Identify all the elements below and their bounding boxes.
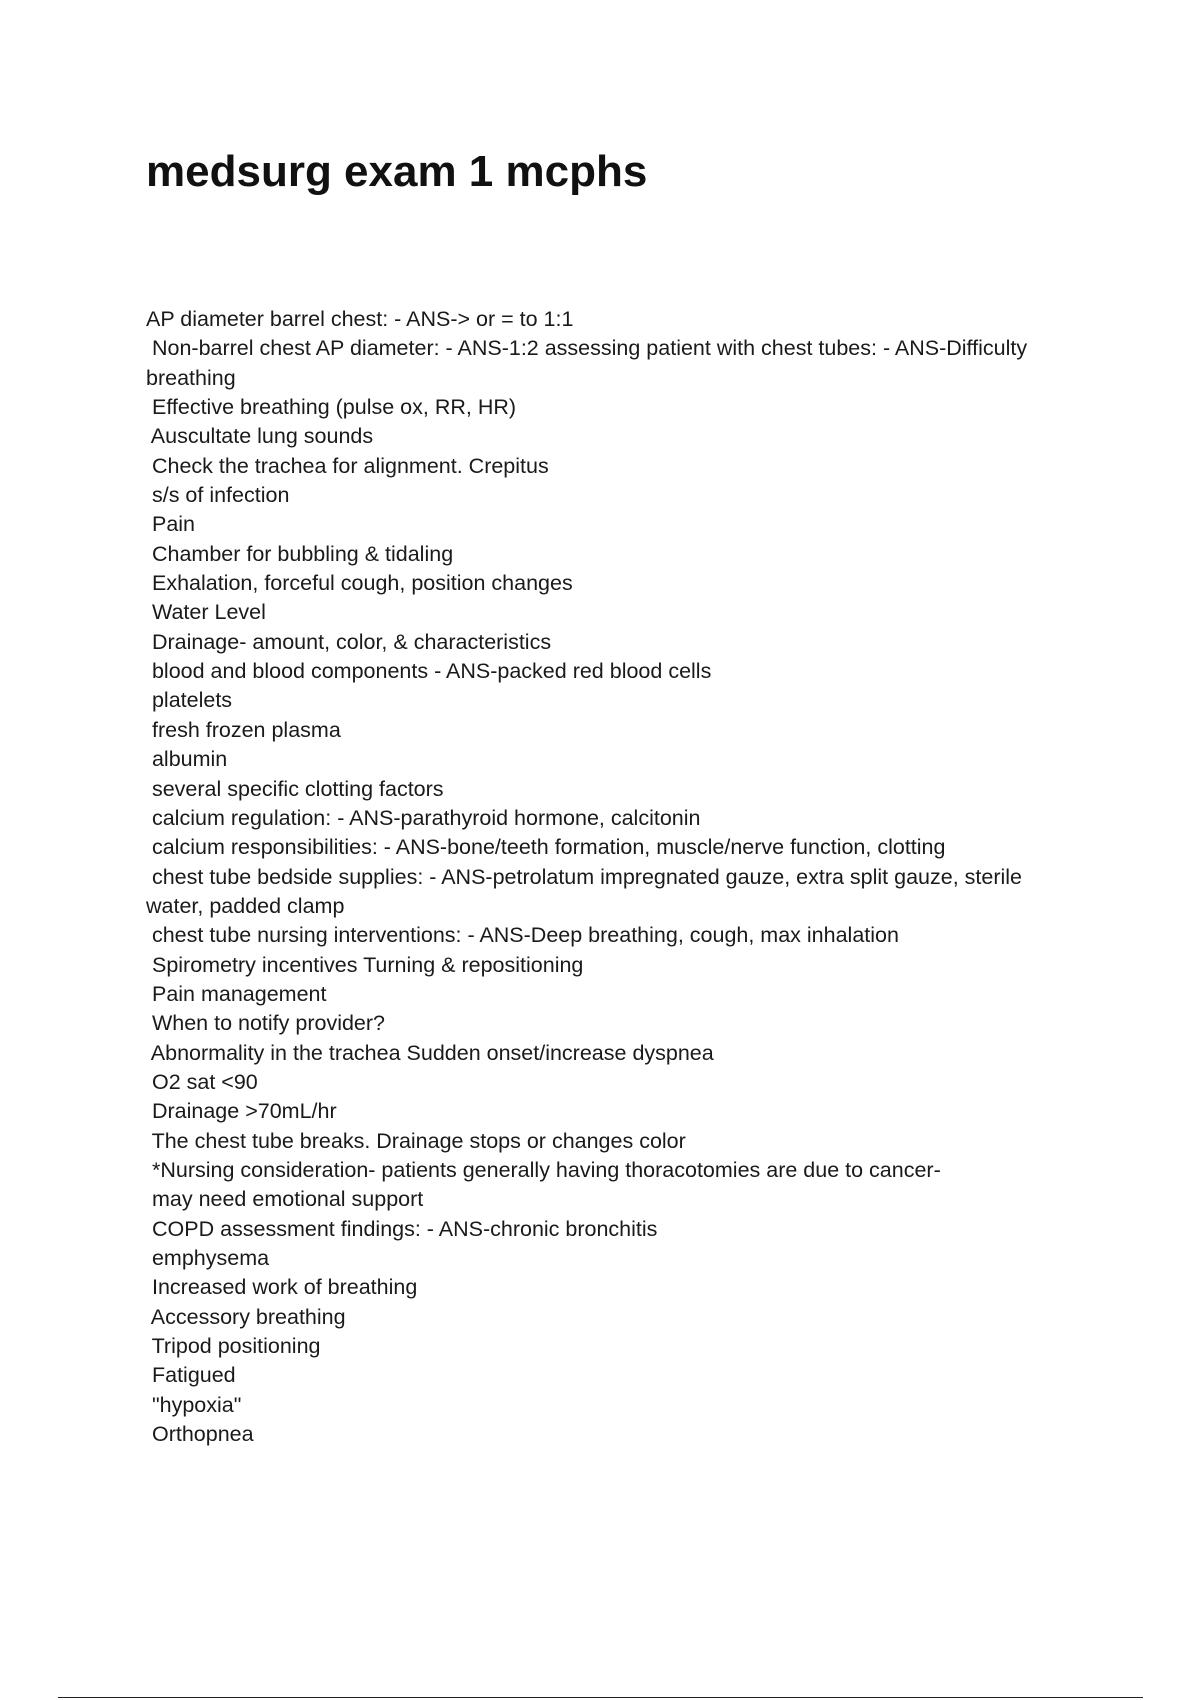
- text-line: When to notify provider?: [146, 1011, 386, 1036]
- text-line: Abnormality in the trachea Sudden onset/increase dyspnea: [146, 1040, 714, 1065]
- document-body: [146, 305, 1086, 1449]
- text-line: Spirometry incentives Turning & repositioning: [146, 952, 584, 977]
- text-line: *Nursing consideration- patients generally having thoracotomies are due to cancer-: [146, 1157, 941, 1182]
- text-line: chest tube nursing interventions: - ANS-Deep breathing, cough, max inhalation: [146, 923, 899, 948]
- text-line: Pain: [146, 512, 196, 537]
- text-line: Pain management: [146, 981, 327, 1006]
- text-line: Auscultate lung sounds: [146, 424, 374, 449]
- text-line: Chamber for bubbling & tidaling: [146, 541, 454, 566]
- text-line: emphysema: [146, 1246, 270, 1270]
- text-line: O2 sat <90: [146, 1069, 258, 1094]
- footer-divider: [58, 1697, 1143, 1698]
- text-line: AP diameter barrel chest: - ANS-> or = to 1:1: [146, 307, 574, 331]
- text-line: fresh frozen plasma: [146, 717, 341, 742]
- text-line: Exhalation, forceful cough, position changes: [146, 571, 573, 596]
- text-line: Drainage- amount, color, & characteristics: [146, 629, 552, 654]
- text-line: Water Level: [146, 600, 266, 625]
- text-line: Orthopnea: [146, 1422, 254, 1447]
- text-line: blood and blood components - ANS-packed red blood cells: [146, 659, 712, 684]
- text-line: water, padded clamp: [146, 893, 345, 918]
- text-line: COPD assessment findings: - ANS-chronic bronchitis: [146, 1216, 658, 1241]
- text-line: Effective breathing (pulse ox, RR, HR): [146, 395, 517, 420]
- text-line: calcium regulation: - ANS-parathyroid hormone, calcitonin: [146, 805, 701, 830]
- text-line: platelets: [146, 688, 233, 713]
- text-line: Fatigued: [146, 1363, 236, 1388]
- text-line: Accessory breathing: [146, 1304, 346, 1329]
- text-line: chest tube bedside supplies: - ANS-petrolatum impregnated gauze, extra split gauze, sterile: [146, 864, 1023, 889]
- text-line: Drainage >70mL/hr: [146, 1099, 337, 1124]
- text-line: The chest tube breaks. Drainage stops or changes color: [146, 1128, 686, 1153]
- text-line: may need emotional support: [146, 1187, 424, 1212]
- text-line: Tripod positioning: [146, 1334, 321, 1359]
- text-line: Check the trachea for alignment. Crepitus: [146, 453, 549, 478]
- text-line: s/s of infection: [146, 483, 290, 508]
- page-title: medsurg exam 1 mcphs: [146, 147, 648, 196]
- text-line: breathing: [146, 365, 236, 390]
- text-line: Increased work of breathing: [146, 1275, 418, 1300]
- text-line: calcium responsibilities: - ANS-bone/teeth formation, muscle/nerve function, clotting: [146, 835, 946, 860]
- text-line: albumin: [146, 747, 228, 772]
- text-line: several specific clotting factors: [146, 776, 444, 801]
- text-line: Non-barrel chest AP diameter: - ANS-1:2 assessing patient with chest tubes: - ANS-Difficulty: [146, 336, 1028, 361]
- text-line: "hypoxia": [146, 1392, 242, 1417]
